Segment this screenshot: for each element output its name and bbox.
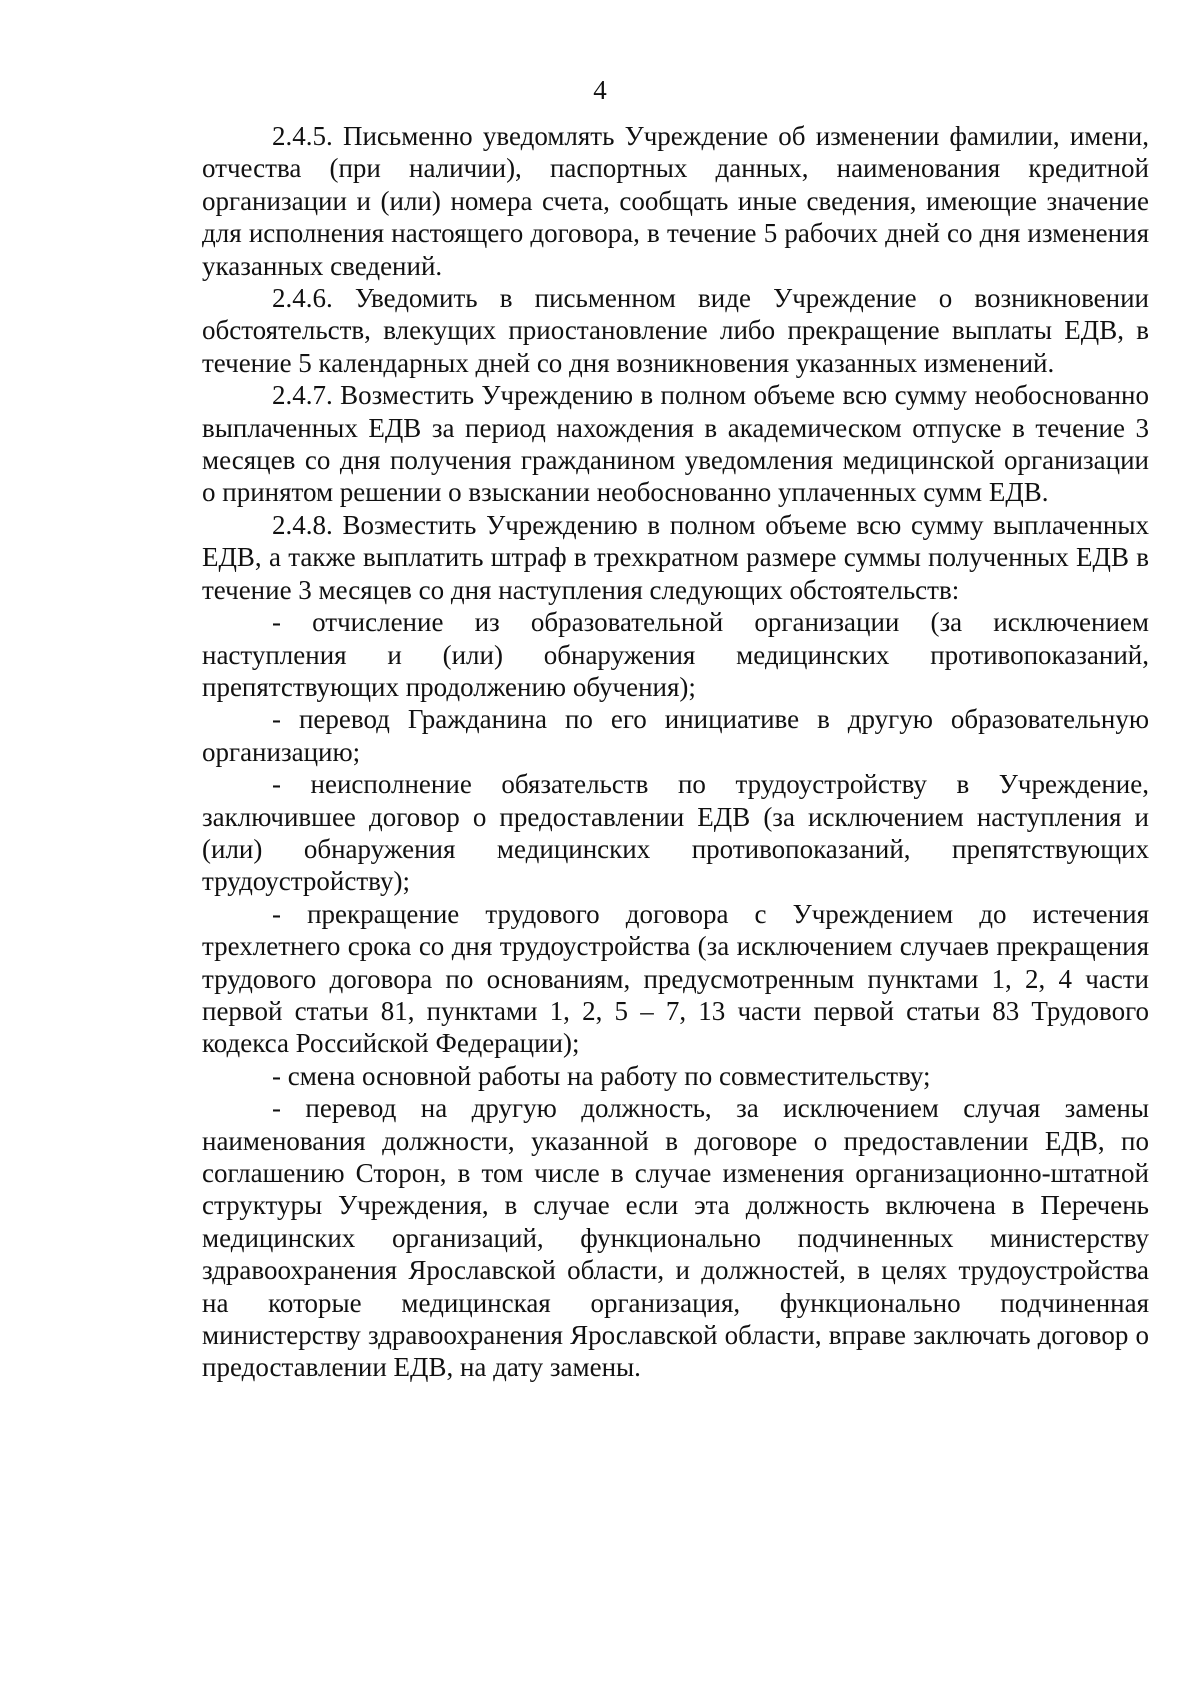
page-number: 4 (593, 75, 607, 105)
paragraph-2-4-8: 2.4.8. Возместить Учреждению в полном объеме всю сумму выплаченных ЕДВ, а также выплатить штраф в трехкратном размере суммы полученных ЕДВ в течение 3 месяцев со дня наступления следующих обстоятельств: (202, 509, 1149, 605)
paragraph-2-4-7: 2.4.7. Возместить Учреждению в полном объеме всю сумму необоснованно выплаченных ЕДВ за период нахождения в академическом отпуске в течение 3 месяцев со дня получения гражданином уведомления медицинской организации о принятом решении о взыскании необоснованно уплаченных сумм ЕДВ. (202, 380, 1149, 508)
list-item-non-fulfillment: - неисполнение обязательств по трудоустройству в Учреждение, заключившее договор о предоставлении ЕДВ (за исключением наступления и (или) обнаружения медицинских противопоказаний, препятствующих трудоустройству); (202, 769, 1149, 897)
paragraph-2-4-6: 2.4.6. Уведомить в письменном виде Учреждение о возникновении обстоятельств, влекущих приостановление либо прекращение выплаты ЕДВ, в течение 5 календарных дней со дня возникновения указанных изменений. (202, 283, 1149, 378)
list-item-contract-termination: - прекращение трудового договора с Учреждением до истечения трехлетнего срока со дня трудоустройства (за исключением случаев прекращения трудового договора по основаниям, предусмотренным пунктами 1, 2, 4 части первой статьи 81, пунктами 1, 2, 5 – 7, 13 части первой статьи 83 Трудового кодекса Российской Федерации); (202, 898, 1149, 1059)
list-item-transfer: - перевод Гражданина по его инициативе в другую образовательную организацию; (202, 704, 1149, 767)
paragraph-2-4-5: 2.4.5. Письменно уведомлять Учреждение об изменении фамилии, имени, отчества (при наличии), паспортных данных, наименования кредитной организации и (или) номера счета, сообщать иные сведения, имеющие значение для исполнения настоящего договора, в течение 5 рабочих дней со дня изменения указанных сведений. (202, 121, 1149, 281)
list-item-expulsion: - отчисление из образовательной организации (за исключением наступления и (или) обнаружения медицинских противопоказаний, препятствующих продолжению обучения); (202, 607, 1149, 702)
list-item-position-transfer: - перевод на другую должность, за исключением случая замены наименования должности, указанной в договоре о предоставлении ЕДВ, по соглашению Сторон, в том числе в случае изменения организационно-штатной структуры Учреждения, в случае если эта должность включена в Перечень медицинских организаций, функционально подчиненных министерству здравоохранения Ярославской области, и должностей, в целях трудоустройства на которые медицинская организация, функционально подчиненная министерству здравоохранения Ярославской области, вправе заключать договор о предоставлении ЕДВ, на дату замены. (202, 1093, 1149, 1383)
list-item-part-time-change: - смена основной работы на работу по совместительству; (272, 1060, 931, 1091)
document-body (202, 120, 1149, 1384)
